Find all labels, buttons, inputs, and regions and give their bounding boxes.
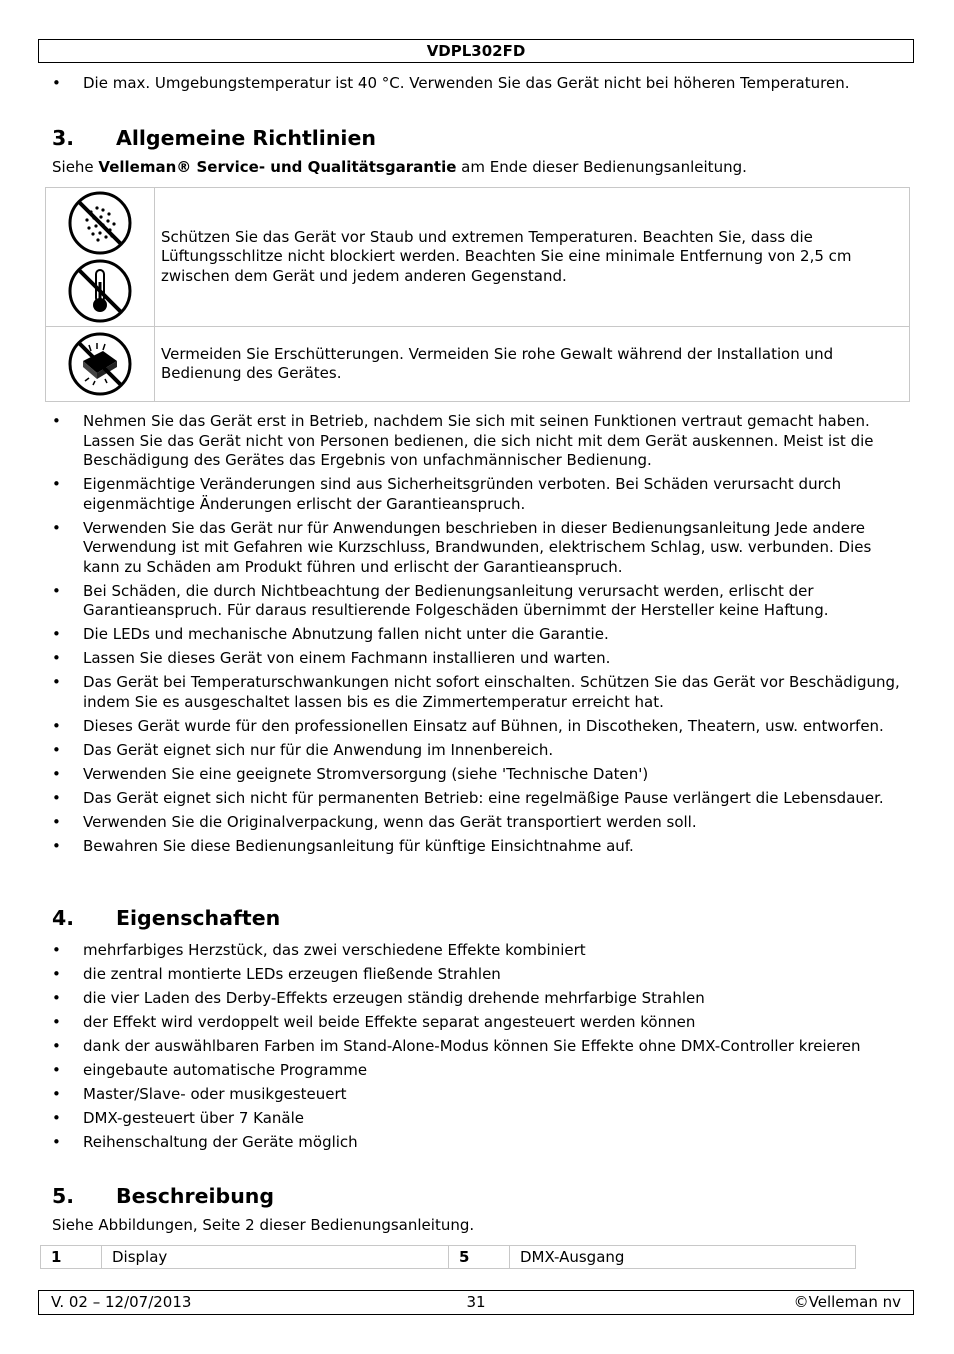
list-item: • Verwenden Sie eine geeignete Stromversorgung (siehe 'Technische Daten') [52, 765, 902, 785]
guidelines-table [45, 187, 910, 402]
no-dust-icon [67, 190, 133, 256]
icon-cell [46, 188, 155, 327]
list-item: • die vier Laden des Derby-Effekts erzeugen ständig drehende mehrfarbige Strahlen [52, 989, 902, 1009]
table-row [41, 1246, 856, 1269]
list-item: • Verwenden Sie die Originalverpackung, wenn das Gerät transportiert werden soll. [52, 813, 902, 833]
page-header [38, 39, 914, 63]
list-item: • Das Gerät bei Temperaturschwankungen nicht sofort einschalten. Schützen Sie das Gerät vor Beschädigung, indem Sie es ausgeschaltet lassen bis es die Zimmertemperatur erreicht hat. [52, 673, 902, 712]
lead-text: am Ende dieser Bedienungsanleitung. [456, 158, 747, 176]
section-number: 3. [52, 126, 75, 150]
section-5-lead: Siehe Abbildungen, Seite 2 dieser Bedienungsanleitung. [52, 1216, 475, 1234]
list-item: • Dieses Gerät wurde für den professionellen Einsatz auf Bühnen, in Discotheken, Theatern, usw. entworfen. [52, 717, 902, 737]
part-label: DMX-Ausgang [510, 1246, 856, 1269]
list-item: • Reihenschaltung der Geräte möglich [52, 1133, 902, 1153]
part-number: 5 [449, 1246, 510, 1269]
section-3-heading [52, 125, 376, 151]
list-item: • Verwenden Sie das Gerät nur für Anwendungen beschrieben in dieser Bedienungsanleitung Jede andere Verwendung ist mit Gefahren wie Kurzschluss, Brandwunden, elektrischem Schlag, usw. verbunden. Dies kann zu Schäden am Produkt führen und erlischt der Garantieanspruch. [52, 519, 902, 578]
guideline-text: Schützen Sie das Gerät vor Staub und extremen Temperaturen. Beachten Sie, dass die Lüftungsschlitze nicht blockiert werden. Beachten Sie eine minimale Entfernung von 2,5 cm zwischen dem Gerät und jedem anderen Gegenstand. [155, 188, 910, 327]
table-row [46, 188, 910, 327]
list-item: • Das Gerät eignet sich nur für die Anwendung im Innenbereich. [52, 741, 902, 761]
section-5-heading [52, 1183, 274, 1209]
no-temperature-icon [67, 258, 133, 324]
page-number: 31 [466, 1293, 486, 1311]
section-number: 5. [52, 1184, 75, 1208]
version-date: V. 02 – 12/07/2013 [51, 1293, 192, 1311]
list-item: • Das Gerät eignet sich nicht für permanenten Betrieb: eine regelmäßige Pause verlängert die Lebensdauer. [52, 789, 902, 809]
list-item: • eingebaute automatische Programme [52, 1061, 902, 1081]
guideline-text: Vermeiden Sie Erschütterungen. Vermeiden Sie rohe Gewalt während der Installation und Bedienung des Gerätes. [155, 327, 910, 402]
list-item: • die zentral montierte LEDs erzeugen fließende Strahlen [52, 965, 902, 985]
page-footer [38, 1290, 914, 1315]
list-item: • Master/Slave- oder musikgesteuert [52, 1085, 902, 1105]
parts-table [40, 1245, 856, 1269]
section-4-heading [52, 905, 280, 931]
section-title: Eigenschaften [116, 906, 281, 930]
part-label: Display [102, 1246, 449, 1269]
icon-cell [46, 327, 155, 402]
list-item: • Die max. Umgebungstemperatur ist 40 °C. Verwenden Sie das Gerät nicht bei höheren Temperaturen. [52, 74, 902, 94]
list-item: • dank der auswählbaren Farben im Stand-Alone-Modus können Sie Effekte ohne DMX-Controller kreieren [52, 1037, 902, 1057]
copyright: ©Velleman nv [793, 1293, 901, 1311]
list-item: • Bei Schäden, die durch Nichtbeachtung der Bedienungsanleitung verursacht werden, erlischt der Garantieanspruch. Für daraus resultierende Folgeschäden übernimmt der Hersteller keine Haftung. [52, 582, 902, 621]
section-title: Beschreibung [116, 1184, 275, 1208]
list-item: • Nehmen Sie das Gerät erst in Betrieb, nachdem Sie sich mit seinen Funktionen vertraut gemacht haben. Lassen Sie das Gerät nicht von Personen bedienen, die sich nicht mit dem Gerät auskennen. Meist ist die Beschädigung des Gerätes das Ergebnis von unfachmännischer Bedienung. [52, 412, 902, 471]
list-item: • Bewahren Sie diese Bedienungsanleitung für künftige Einsichtnahme auf. [52, 837, 902, 857]
section-title: Allgemeine Richtlinien [116, 126, 376, 150]
model-title: VDPL302FD [426, 42, 526, 60]
section-4-bullet-list [52, 941, 902, 1157]
lead-text: Siehe [52, 158, 99, 176]
no-shock-icon [67, 331, 133, 397]
list-item: • mehrfarbiges Herzstück, das zwei verschiedene Effekte kombiniert [52, 941, 902, 961]
warranty-reference: Velleman® Service- und Qualitätsgarantie [98, 158, 457, 176]
part-number: 1 [41, 1246, 102, 1269]
intro-bullet-list [52, 74, 902, 98]
list-item: • Eigenmächtige Veränderungen sind aus Sicherheitsgründen verboten. Bei Schäden verursacht durch eigenmächtige Änderungen erlischt der Garantieanspruch. [52, 475, 902, 514]
section-3-bullet-list [52, 412, 902, 861]
list-item: • der Effekt wird verdoppelt weil beide Effekte separat angesteuert werden können [52, 1013, 902, 1033]
list-item: • DMX-gesteuert über 7 Kanäle [52, 1109, 902, 1129]
section-3-lead [52, 158, 912, 178]
table-row [46, 327, 910, 402]
section-number: 4. [52, 906, 75, 930]
list-item: • Lassen Sie dieses Gerät von einem Fachmann installieren und warten. [52, 649, 902, 669]
list-item: • Die LEDs und mechanische Abnutzung fallen nicht unter die Garantie. [52, 625, 902, 645]
